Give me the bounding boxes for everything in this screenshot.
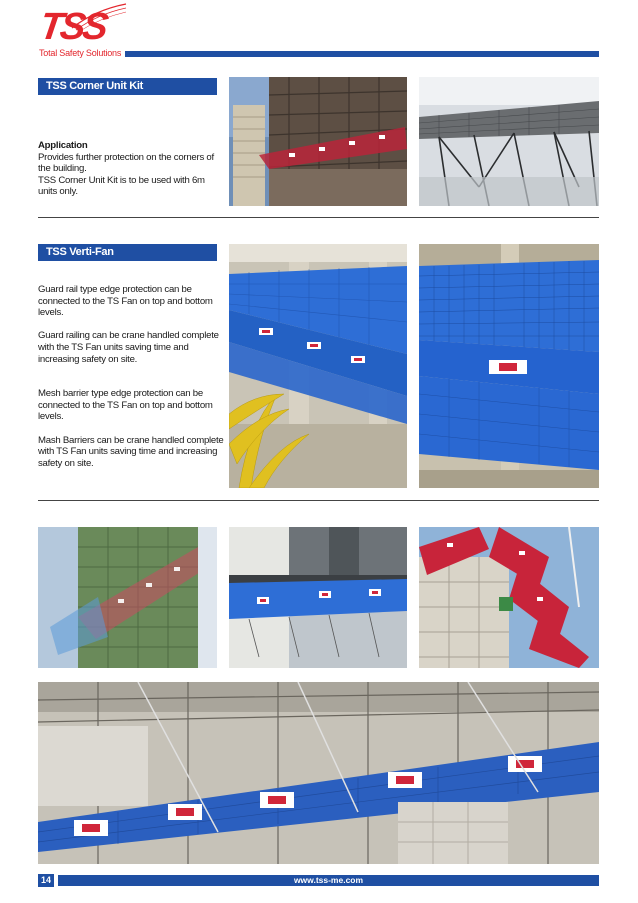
header-bar (125, 51, 599, 57)
section-title-verti-fan: TSS Verti-Fan (38, 244, 217, 261)
verti-fan-paragraph: Guard railing can be crane handled complete with the TS Fan units saving time and increasing safety on site. (38, 330, 219, 365)
section-divider (38, 217, 599, 218)
corner-unit-paragraph: TSS Corner Unit Kit is to be used with 6m units only. (38, 174, 205, 198)
verti-fan-paragraph: Mash Barriers can be crane handled complete with TS Fan units saving time and increasing safety on site. (38, 434, 224, 469)
photo-red-fans-tower (419, 527, 599, 668)
photo-corner-unit-frame (419, 77, 599, 206)
photo-building-red-fans (38, 527, 217, 668)
verti-fan-text (38, 284, 224, 481)
application-heading: Application (38, 140, 88, 151)
photo-blue-fan-wide (38, 682, 599, 864)
logo-wordmark: TSS (37, 6, 108, 48)
photo-blue-fan-side (229, 527, 407, 668)
section-title-corner-unit: TSS Corner Unit Kit (38, 78, 217, 95)
photo-corner-unit-building (229, 77, 407, 206)
photo-verti-fan-guardrail (229, 244, 407, 488)
footer-website-link[interactable]: www.tss-me.com (58, 875, 599, 886)
verti-fan-paragraph: Mesh barrier type edge protection can be connected to the TS Fan on top and bottom levels. (38, 388, 213, 423)
page-number: 14 (38, 874, 54, 887)
section-divider (38, 500, 599, 501)
logo-tagline: Total Safety Solutions (39, 48, 122, 58)
verti-fan-paragraph: Guard rail type edge protection can be connected to the TS Fan on top and bottom levels. (38, 284, 213, 319)
photo-verti-fan-mesh (419, 244, 599, 488)
corner-unit-paragraph: Provides further protection on the corners of the building. (38, 151, 214, 175)
corner-unit-text (38, 140, 220, 198)
